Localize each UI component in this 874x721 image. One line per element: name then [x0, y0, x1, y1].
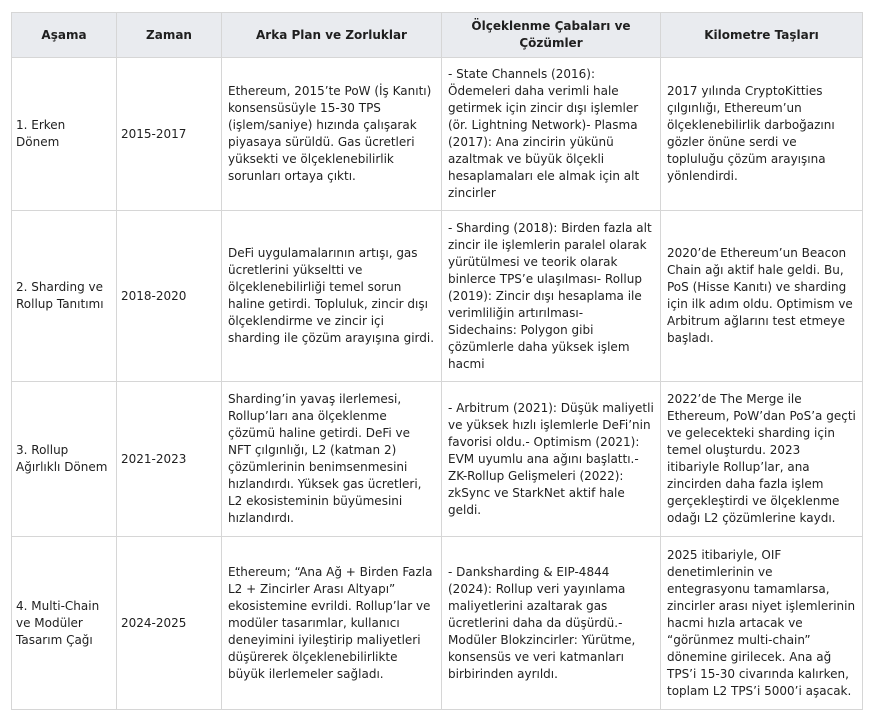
table-row: [12, 211, 863, 382]
header-background: Arka Plan ve Zorluklar: [222, 13, 442, 58]
header-time: Zaman: [117, 13, 222, 58]
time-cell: 2024-2025: [117, 537, 222, 710]
scaling-history-table: [11, 12, 863, 710]
efforts-cell: - Sharding (2018): Birden fazla alt zincir ile işlemlerin paralel olarak yürütülmesi ve teorik olarak binlerce TPS’e ulaşılması- Rollup (2019): Zincir dışı hesaplama ile verimliliğin artırılması- Sidechains: Polygon gibi çözümlerle daha yüksek işlem hacmi: [442, 211, 661, 382]
table-row: [12, 537, 863, 710]
time-cell: 2021-2023: [117, 382, 222, 537]
stage-cell: 4. Multi-Chain ve Modüler Tasarım Çağı: [12, 537, 117, 710]
background-cell: Ethereum, 2015’te PoW (İş Kanıtı) konsensüsüyle 15-30 TPS (işlem/saniye) hızında çalışarak piyasaya sürüldü. Gas ücretleri yüksekti ve ölçeklenebilirlik sorunları ortaya çıktı.: [222, 58, 442, 211]
stage-cell: 1. Erken Dönem: [12, 58, 117, 211]
efforts-cell: - Danksharding & EIP-4844 (2024): Rollup veri yayınlama maliyetlerini azaltarak gas ücretlerini daha da düşürdü.- Modüler Blokzincirler: Yürütme, konsensüs ve veri katmanları birbirinden ayrıldı.: [442, 537, 661, 710]
efforts-cell: - Arbitrum (2021): Düşük maliyetli ve yüksek hızlı işlemlerle DeFi’nin favorisi oldu.- Optimism (2021): EVM uyumlu ana ağını başlattı.- ZK-Rollup Gelişmeleri (2022): zkSync ve StarkNet aktif hale geldi.: [442, 382, 661, 537]
background-cell: DeFi uygulamalarının artışı, gas ücretlerini yükseltti ve ölçeklenebilirliği temel sorun haline getirdi. Topluluk, zincir dışı ölçeklendirme ve zincir içi sharding ile çözüm arayışına girdi.: [222, 211, 442, 382]
milestones-cell: 2022’de The Merge ile Ethereum, PoW’dan PoS’a geçti ve gelecekteki sharding için temel oluşturdu. 2023 itibariyle Rollup’lar, ana zincirden daha fazla işlem gerçekleştirdi ve ölçeklenme odağı L2 çözümlerine kaydı.: [661, 382, 863, 537]
header-milestones: Kilometre Taşları: [661, 13, 863, 58]
milestones-cell: 2017 yılında CryptoKitties çılgınlığı, Ethereum’un ölçeklenebilirlik darboğazını gözler önüne serdi ve topluluğu çözüm arayışına yönlendirdi.: [661, 58, 863, 211]
table-row: [12, 382, 863, 537]
background-cell: Ethereum; “Ana Ağ + Birden Fazla L2 + Zincirler Arası Altyapı” ekosistemine evrildi. Rollup’lar ve modüler tasarımlar, kullanıcı deneyimini iyileştirip maliyetleri düşürerek ölçeklenebilirlikte büyük ilerlemeler sağladı.: [222, 537, 442, 710]
time-cell: 2015-2017: [117, 58, 222, 211]
milestones-cell: 2025 itibariyle, OIF denetimlerinin ve entegrasyonu tamamlarsa, zincirler arası niyet işlemlerinin hacmi hızla artacak ve “görünmez multi-chain” dönemine girilecek. Ana ağ TPS’i 15-30 civarında kalırken, toplam L2 TPS’i 5000’i aşacak.: [661, 537, 863, 710]
milestones-cell: 2020’de Ethereum’un Beacon Chain ağı aktif hale geldi. Bu, PoS (Hisse Kanıtı) ve sharding için ilk adım oldu. Optimism ve Arbitrum ağlarını test etmeye başladı.: [661, 211, 863, 382]
stage-cell: 2. Sharding ve Rollup Tanıtımı: [12, 211, 117, 382]
table-row: [12, 58, 863, 211]
header-stage: Aşama: [12, 13, 117, 58]
efforts-cell: - State Channels (2016): Ödemeleri daha verimli hale getirmek için zincir dışı işlemler (ör. Lightning Network)- Plasma (2017): Ana zincirin yükünü azaltmak ve büyük ölçekli hesaplamaları ele almak için alt zincirler: [442, 58, 661, 211]
header-efforts: Ölçeklenme Çabaları ve Çözümler: [442, 13, 661, 58]
time-cell: 2018-2020: [117, 211, 222, 382]
table-header-row: [12, 13, 863, 58]
stage-cell: 3. Rollup Ağırlıklı Dönem: [12, 382, 117, 537]
background-cell: Sharding’in yavaş ilerlemesi, Rollup’ları ana ölçeklenme çözümü haline getirdi. DeFi ve NFT çılgınlığı, L2 (katman 2) çözümlerinin benimsenmesini hızlandırdı. Yüksek gas ücretleri, L2 ekosisteminin büyümesini hızlandırdı.: [222, 382, 442, 537]
